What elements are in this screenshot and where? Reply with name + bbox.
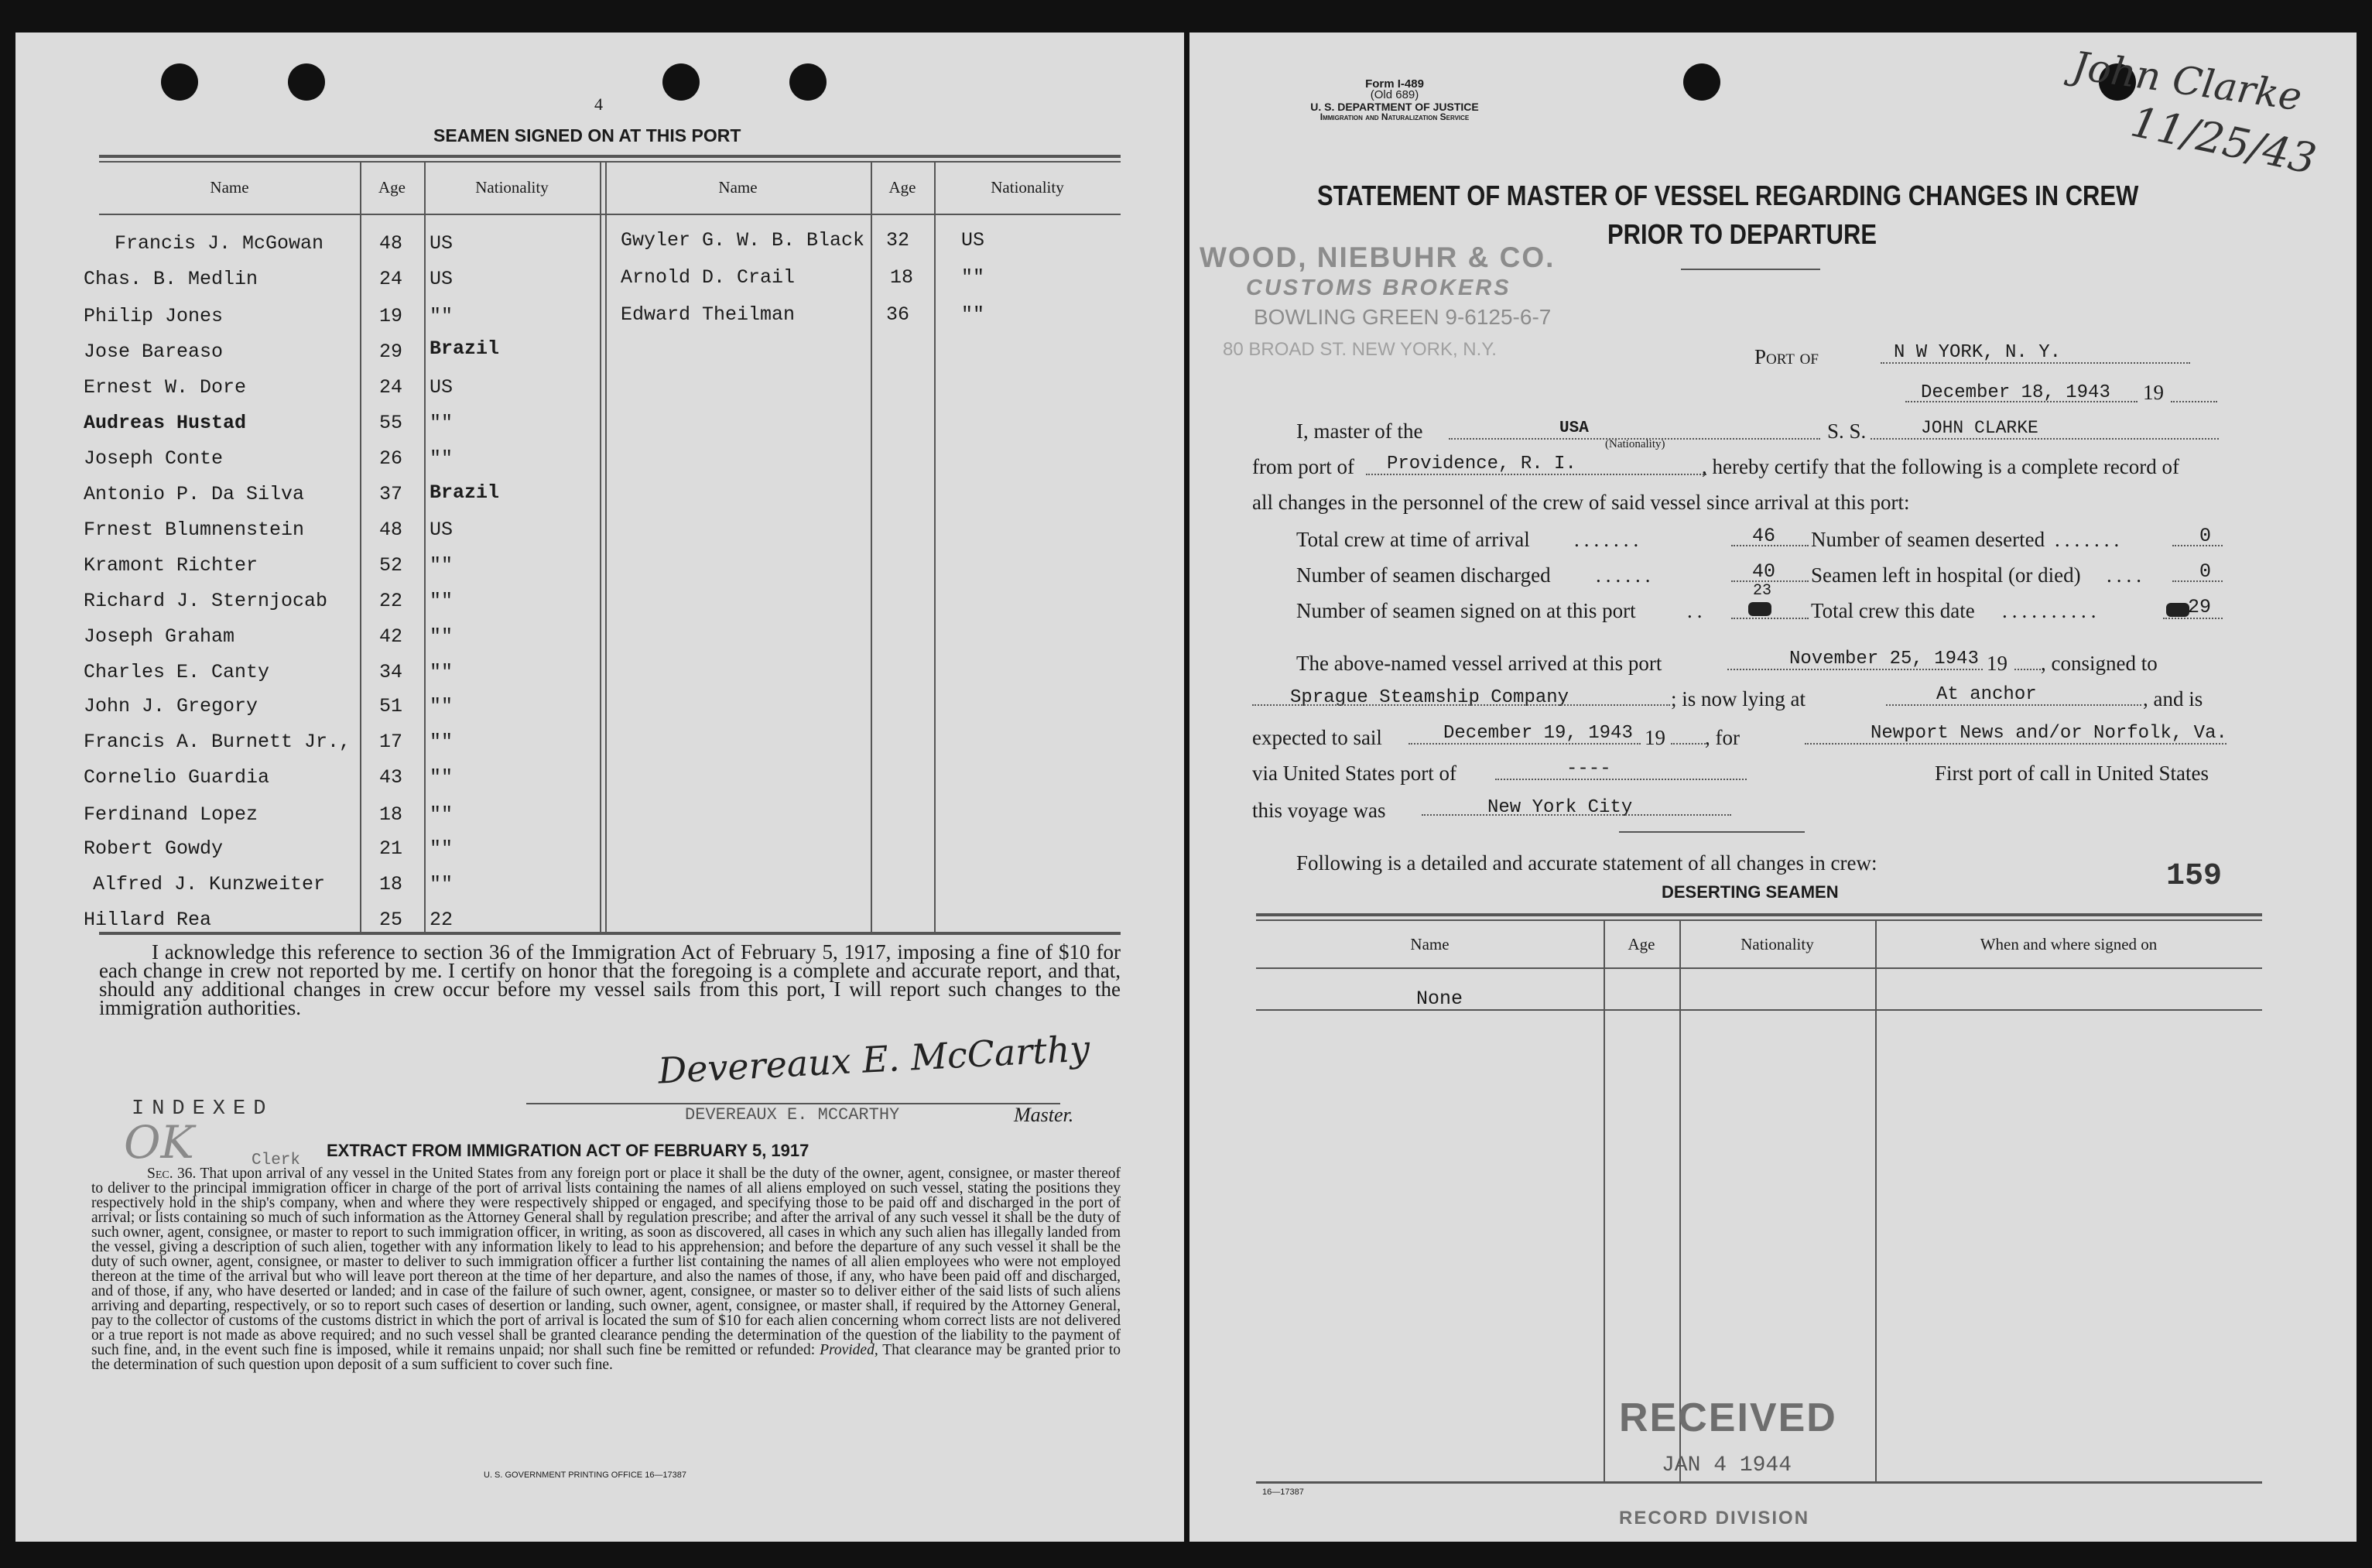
seaman-nationality: "": [430, 625, 454, 648]
from-port-line: [1366, 474, 1706, 475]
broker-stamp-name: WOOD, NIEBUHR & CO.: [1200, 241, 1556, 273]
seaman-age: 37: [379, 483, 403, 505]
count-label: Seamen left in hospital (or died): [1811, 563, 2081, 587]
seaman-nationality: "": [961, 266, 985, 289]
received-stamp: RECEIVED: [1619, 1395, 1837, 1440]
col-header-age: Age: [378, 178, 406, 197]
form-number-block: [1337, 79, 1453, 101]
punch-hole: [288, 63, 325, 101]
seaman-age: 18: [379, 873, 403, 895]
ship-name: JOHN CLARKE: [1921, 418, 2038, 438]
seaman-name: Robert Gowdy: [84, 837, 224, 860]
year-line: [2014, 669, 2041, 670]
count-value: 23: [1753, 582, 1772, 600]
master-label: Master.: [1014, 1104, 1074, 1126]
seaman-name: Ernest W. Dore: [84, 376, 247, 399]
page-count-stamp: 159: [2166, 859, 2223, 894]
count-value: 0: [2199, 525, 2212, 547]
sail-date: December 19, 1943: [1443, 723, 1633, 744]
voyage-line: [1422, 814, 1731, 816]
leader-dots: ..........: [2002, 599, 2101, 622]
seaman-nationality: "": [430, 412, 454, 434]
seaman-nationality: "": [430, 837, 454, 860]
leader-dots: ....: [2107, 563, 2146, 587]
table-top-rule: [99, 161, 1121, 163]
desert-header-rule: [1256, 967, 2262, 969]
scratched-out-value: [1748, 602, 1771, 616]
seaman-age: 32: [886, 229, 910, 252]
destination-line: [1805, 743, 2227, 745]
port-value: N W YORK, N. Y.: [1894, 342, 2062, 363]
count-label: Total crew at time of arrival: [1296, 528, 1530, 551]
arrived-value: November 25, 1943: [1789, 649, 1979, 669]
seaman-age: 19: [379, 305, 403, 327]
seaman-age: 43: [379, 766, 403, 789]
seaman-nationality: "": [430, 590, 454, 612]
via-value: ----: [1566, 758, 1611, 779]
count-value: 40: [1752, 560, 1776, 583]
seaman-name: Ferdinand Lopez: [84, 803, 258, 826]
seaman-nationality: "": [961, 303, 985, 326]
column-divider: [934, 161, 936, 932]
expected-label: expected to sail: [1252, 726, 1382, 749]
leader-dots: .......: [2055, 528, 2124, 551]
form-number: Form I-489: [1365, 77, 1424, 91]
scratched-out-value: [2166, 603, 2189, 617]
seaman-age: 34: [379, 661, 403, 683]
table-bottom-rule: [99, 932, 1121, 935]
ss-label: S. S.: [1827, 419, 1867, 443]
table-top-rule: [99, 155, 1121, 158]
sail-date-line: [1408, 743, 1641, 745]
section-36-text: [91, 1166, 1121, 1372]
lying-label: ; is now lying at: [1671, 687, 1806, 710]
punch-hole: [789, 63, 827, 101]
leader-dots: ..: [1687, 599, 1707, 622]
seaman-name: Chas. B. Medlin: [84, 268, 258, 290]
seaman-age: 48: [379, 519, 403, 541]
nationality-value: USA: [1559, 419, 1589, 437]
count-line: [1731, 545, 1809, 546]
arrived-label: The above-named vessel arrived at this port: [1296, 652, 1662, 675]
seaman-name: Francis A. Burnett Jr.,: [84, 731, 351, 753]
seaman-age: 17: [379, 731, 403, 753]
seaman-name: Joseph Graham: [84, 625, 235, 648]
handwritten-date: 11/25/43: [2127, 97, 2321, 184]
seaman-age: 22: [379, 590, 403, 612]
via-label: via United States port of: [1252, 762, 1456, 785]
destination: Newport News and/or Norfolk, Va.: [1871, 723, 2227, 744]
right-page: [1189, 33, 2357, 1542]
signature-line: [526, 1103, 1060, 1104]
column-divider: [1875, 919, 1877, 1481]
seaman-age: 42: [379, 625, 403, 648]
punch-hole: [1683, 63, 1720, 101]
desert-col-nationality: Nationality: [1740, 935, 1814, 953]
and-is: , and is: [2143, 687, 2203, 710]
punch-hole: [161, 63, 198, 101]
date-line: [1905, 401, 2138, 402]
column-divider: [360, 161, 361, 932]
seaman-nationality: "": [430, 731, 454, 753]
lying-value: At anchor: [1936, 684, 2037, 705]
desert-entry: None: [1416, 988, 1463, 1010]
handwritten-ship-name: John Clarke: [2069, 43, 2305, 120]
seaman-name: Richard J. Sternjocab: [84, 590, 328, 612]
lying-line: [1886, 704, 2141, 706]
column-divider: [424, 161, 426, 932]
count-line: [2172, 580, 2223, 582]
provided-word: Provided,: [820, 1342, 878, 1358]
seaman-age: 55: [379, 412, 403, 434]
table-header-rule: [99, 214, 1121, 215]
voyage-label: this voyage was: [1252, 799, 1386, 822]
acknowledgement-text: I acknowledge this reference to section 36 of the Immigration Act of February 5, 1917, imposing a fine of $10 for each change in crew not reported by me. I certify on honor that the foregoing is a complete and accurate report, and that, should any additional changes in crew occur before my vessel sails from this port, I will report such changes to the immigration authorities.: [99, 940, 1121, 1019]
seaman-age: 36: [886, 303, 910, 326]
seaman-nationality: US: [430, 232, 454, 255]
section-separator: [1619, 831, 1805, 833]
seaman-nationality: US: [430, 519, 454, 541]
seaman-nationality: "": [430, 554, 454, 577]
indexed-stamp: INDEXED: [132, 1097, 274, 1121]
certify-text-2: all changes in the personnel of the crew of said vessel since arrival at this port:: [1252, 491, 1910, 514]
seaman-nationality: "": [430, 305, 454, 327]
year-suffix: 19: [1645, 726, 1665, 749]
seaman-name: Joseph Conte: [84, 447, 224, 470]
deserting-title: DESERTING SEAMEN: [1662, 882, 1839, 902]
from-port-label: from port of: [1252, 455, 1354, 478]
col-header-nationality: Nationality: [991, 178, 1064, 197]
column-divider: [871, 161, 872, 932]
extract-title: EXTRACT FROM IMMIGRATION ACT OF FEBRUARY 5, 1917: [327, 1141, 809, 1160]
desert-col-age: Age: [1628, 935, 1655, 953]
count-line: [2163, 618, 2223, 619]
consignee-line: [1252, 704, 1670, 706]
year-line: [2171, 401, 2217, 402]
seaman-name: Jose Bareaso: [84, 341, 224, 363]
consignee-value: Sprague Steamship Company: [1290, 687, 1569, 708]
seaman-nationality: US: [961, 229, 985, 252]
received-date: JAN 4 1944: [1662, 1453, 1792, 1477]
count-label: Number of seamen deserted: [1811, 528, 2045, 551]
printing-office: U. S. GOVERNMENT PRINTING OFFICE 16—17387: [484, 1470, 687, 1480]
seaman-age: 18: [379, 803, 403, 826]
master-of-label: I, master of the: [1296, 419, 1423, 443]
year-suffix: 19: [2143, 381, 2164, 404]
seaman-name: Hillard Rea: [84, 909, 212, 931]
count-value: 0: [2199, 560, 2212, 583]
seaman-name: Frnest Blumnenstein: [84, 519, 305, 541]
seaman-nationality: US: [430, 268, 454, 290]
clerk-initials: OK: [124, 1116, 194, 1169]
seaman-age: 18: [890, 266, 914, 289]
seaman-nationality: Brazil: [430, 481, 500, 504]
service: Immigration and Naturalization Service: [1319, 111, 1470, 122]
seaman-age: 26: [379, 447, 403, 470]
port-line: [1881, 362, 2190, 364]
count-label: Number of seamen discharged: [1296, 563, 1551, 587]
seaman-age: 25: [379, 909, 403, 931]
certify-text: , hereby certify that the following is a complete record of: [1702, 455, 2180, 478]
broker-stamp-address: 80 BROAD ST. NEW YORK, N.Y.: [1223, 339, 1497, 360]
seaman-nationality: Brazil: [430, 337, 500, 360]
seaman-name: Philip Jones: [84, 305, 224, 327]
seaman-name: Arnold D. Crail: [621, 266, 796, 289]
seaman-name: Antonio P. Da Silva: [84, 483, 305, 505]
clerk-label: Clerk: [252, 1152, 301, 1169]
year-suffix: 19: [1987, 652, 2007, 675]
broker-stamp-phone: BOWLING GREEN 9-6125-6-7: [1254, 305, 1552, 329]
seaman-name: Edward Theilman: [621, 303, 796, 326]
port-label: Port of: [1754, 345, 1819, 368]
date-value: December 18, 1943: [1921, 382, 2110, 403]
column-divider: [1604, 919, 1605, 1481]
signature-typed-name: DEVEREAUX E. MCCARTHY: [685, 1105, 900, 1125]
seaman-nationality: "": [430, 766, 454, 789]
broker-stamp-type: CUSTOMS BROKERS: [1246, 276, 1511, 300]
seaman-nationality: "": [430, 695, 454, 717]
punch-hole: [662, 63, 700, 101]
desert-row-rule: [1256, 1009, 2262, 1011]
desert-col-name: Name: [1410, 935, 1450, 953]
seaman-age: 21: [379, 837, 403, 860]
seaman-age: 24: [379, 376, 403, 399]
section-tail: That clearance may be granted prior to the determination of such question upon deposit of a sum sufficient to cover such fine.: [91, 1342, 1121, 1373]
column-divider: [600, 161, 601, 932]
form-title-line1: STATEMENT OF MASTER OF VESSEL REGARDING CHANGES IN CREW: [1317, 180, 2139, 211]
count-value: 29: [2188, 596, 2212, 618]
seaman-nationality: US: [430, 376, 454, 399]
left-page: [15, 33, 1184, 1542]
seaman-name: Kramont Richter: [84, 554, 258, 577]
title-underline: [1681, 269, 1820, 270]
seaman-nationality: "": [430, 803, 454, 826]
count-label: Total crew this date: [1811, 599, 1975, 622]
seaman-nationality: "": [430, 661, 454, 683]
col-header-name: Name: [718, 178, 758, 197]
record-division-stamp: RECORD DIVISION: [1619, 1508, 1810, 1529]
page-number: 4: [594, 94, 603, 114]
seaman-age: 48: [379, 232, 403, 255]
count-value: 46: [1752, 525, 1776, 547]
seaman-name: Gwyler G. W. B. Black: [621, 229, 865, 252]
nationality-caption: (Nationality): [1605, 438, 1665, 450]
count-line: [1731, 618, 1809, 619]
consigned-label: , consigned to: [2041, 652, 2158, 675]
col-header-name: Name: [210, 178, 249, 197]
seaman-name: Francis J. McGowan: [115, 232, 324, 255]
voyage-value: New York City: [1487, 797, 1633, 818]
form-title-line2: PRIOR TO DEPARTURE: [1607, 218, 1877, 250]
seaman-age: 24: [379, 268, 403, 290]
seaman-age: 52: [379, 554, 403, 577]
seaman-nationality: "": [430, 447, 454, 470]
via-line: [1495, 779, 1747, 780]
seaman-nationality: 22: [430, 909, 454, 931]
seaman-age: 29: [379, 341, 403, 363]
desert-table-bottom: [1256, 1481, 2262, 1484]
leader-dots: ......: [1596, 563, 1655, 587]
department: U. S. DEPARTMENT OF JUSTICE: [1310, 101, 1479, 113]
section-title: SEAMEN SIGNED ON AT THIS PORT: [433, 125, 741, 146]
seaman-age: 51: [379, 695, 403, 717]
section-label: Sec. 36.: [147, 1166, 197, 1182]
form-old: (Old 689): [1370, 88, 1419, 101]
arrived-line: [1727, 669, 1983, 670]
following-text: Following is a detailed and accurate statement of all changes in crew:: [1296, 851, 1877, 875]
master-signature: Devereaux E. McCarthy: [656, 1027, 1091, 1092]
seaman-nationality: "": [430, 873, 454, 895]
col-header-age: Age: [888, 178, 916, 197]
section-body: That upon arrival of any vessel in the United States from any foreign port or place it shall be the duty of the owner, agent, consignee, or master thereof to deliver to the principal immigration officer in charge of the port of arrival lists containing the names of all aliens employed on such vessel, stating the positions they respectively hold in the ship's company, when and where they were respectively shipped or engaged, and specifying those to be paid off and discharged in the port of arrival; or lists containing so much of such information as the Attorney General shall by regulation prescribe; and after the arrival of any such vessel it shall be the duty of such owner, agent, consignee, or master to report to such immigration officer, in writing, as soon as discovered, all cases in which any such alien has illegally landed from the vessel, giving a description of such alien, together with any information likely to lead to his apprehension; and before the departure of any such vessel it shall be the duty of such owner, agent, consignee, or master to deliver to such immigration officer a further list containing the names of all alien employees who were not employed thereon at the time of the arrival but who will leave port thereon at the time of her departure, and also the names of those, if any, who have been paid off and discharged, and of those, if any, who have deserted or landed; and in case of the failure of such owner, agent, consignee, or master so to deliver either of the said lists of such aliens arriving and departing, respectively, or so to report such cases of desertion or landing, such owner, agent, consignee, or master shall, if required by the Attorney General, pay to the collector of customs of the customs district in which the port of arrival is located the sum of $10 for each alien concerning whom correct lists are not delivered or a true report is not made as above required; and no such vessel shall be granted clearance pending the determination of the question of the liability to the payment of such fine, and, in the event such fine is imposed, while it remains unpaid; nor shall such fine be remitted or refunded:: [91, 1166, 1121, 1358]
desert-table-top: [1256, 913, 2262, 916]
column-divider: [605, 161, 607, 932]
desert-col-when-where: When and where signed on: [1980, 935, 2158, 953]
from-port-value: Providence, R. I.: [1387, 454, 1576, 474]
col-header-nationality: Nationality: [475, 178, 549, 197]
first-port-label: First port of call in United States: [1935, 762, 2209, 785]
ship-line: [1871, 438, 2219, 440]
year-line: [1671, 743, 1706, 745]
footer-code: 16—17387: [1262, 1488, 1304, 1497]
seaman-name: Audreas Hustad: [84, 412, 247, 434]
for-label: , for: [1705, 726, 1740, 749]
desert-table-top: [1256, 919, 2262, 921]
seaman-name: Alfred J. Kunzweiter: [93, 873, 326, 895]
seaman-name: Charles E. Canty: [84, 661, 270, 683]
seaman-name: John J. Gregory: [84, 695, 258, 717]
count-line: [2172, 545, 2223, 546]
leader-dots: .......: [1574, 528, 1644, 551]
seaman-name: Cornelio Guardia: [84, 766, 270, 789]
count-label: Number of seamen signed on at this port: [1296, 599, 1636, 622]
